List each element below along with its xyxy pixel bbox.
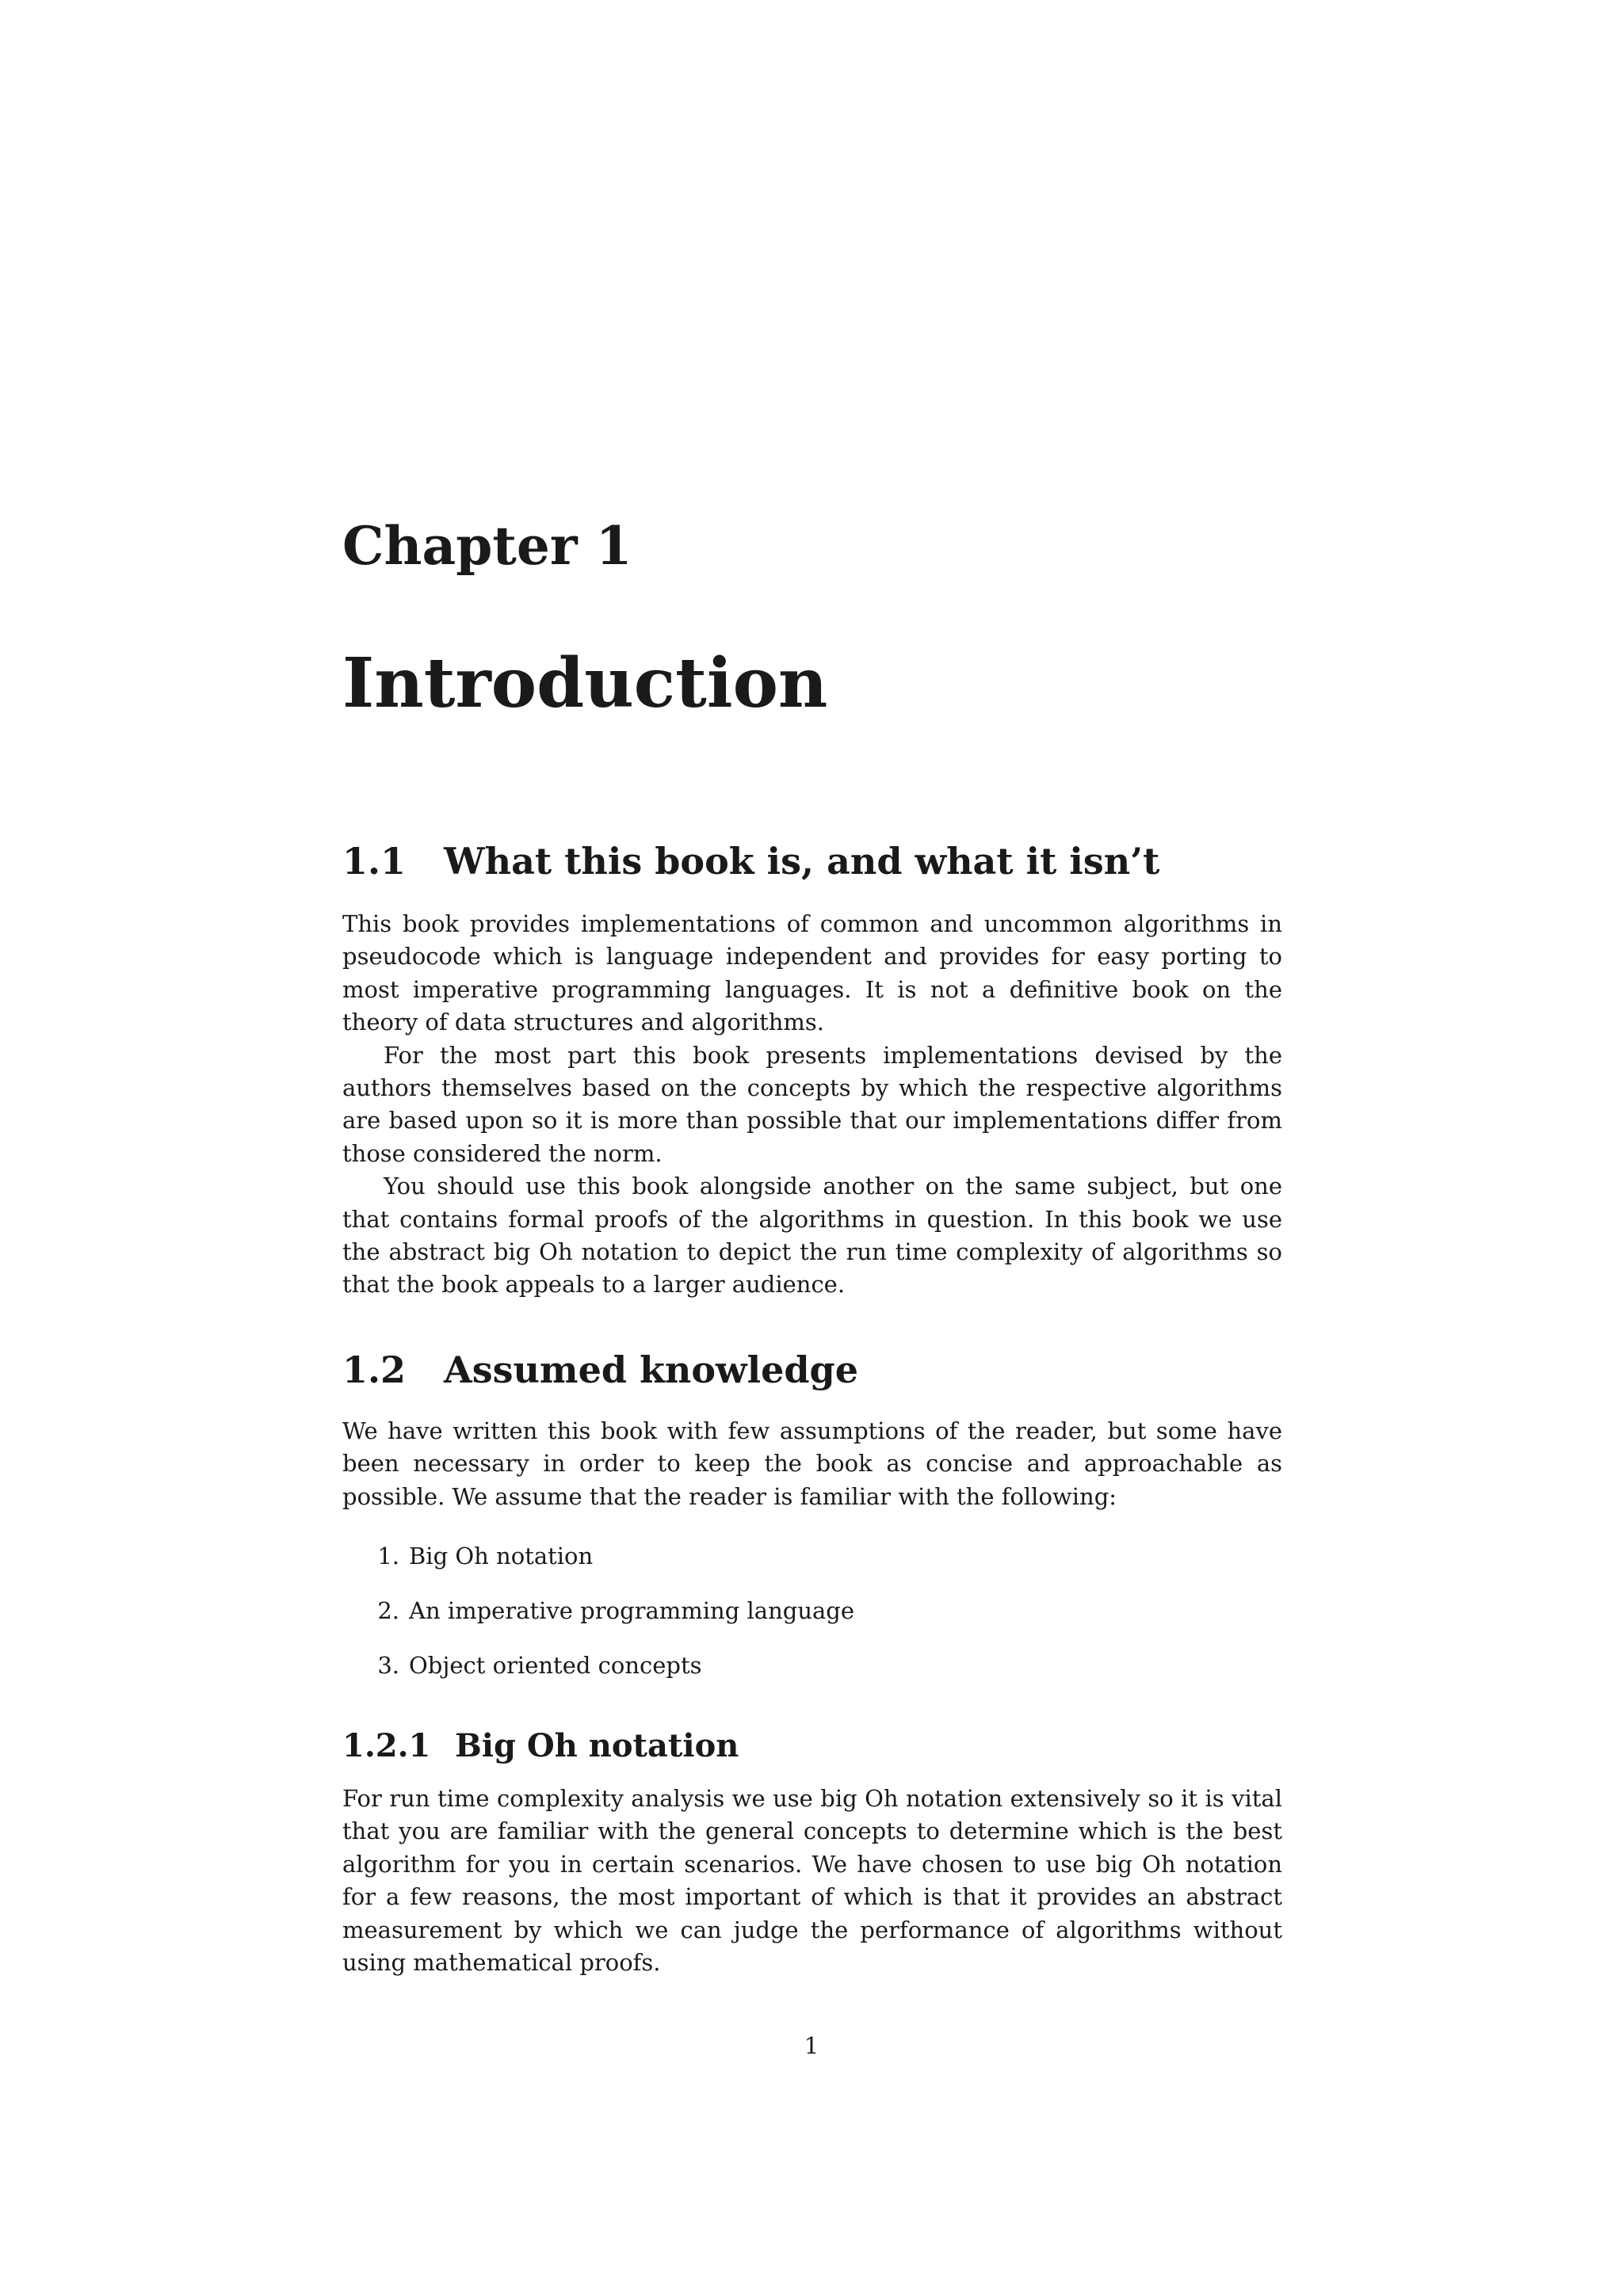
subsection-heading-1-2-1 (342, 1727, 739, 1764)
list-item-text: An imperative programming language (409, 1597, 855, 1624)
list-item (342, 1654, 702, 1677)
list-item-text: Object oriented concepts (409, 1652, 702, 1679)
section-1-2-body (342, 1415, 1282, 1513)
subsection-1-2-1-body (342, 1783, 1282, 1979)
subsection-title: Big Oh notation (455, 1727, 739, 1764)
section-heading-1-2 (342, 1348, 858, 1391)
list-item (342, 1597, 855, 1624)
list-marker: 3. (377, 1652, 399, 1679)
paragraph: This book provides implementations of common and uncommon algorithms in pseudocode which is language independent and provides for easy porting to most imperative programming languages. It is not a definitive book on the theory of data structures and algorithms. (342, 910, 1282, 1036)
page-number: 1 (804, 2032, 819, 2059)
list-marker: 2. (377, 1597, 399, 1624)
paragraph: For the most part this book presents implementations devised by the authors themselves based on the concepts by which the respective algorithms are based upon so it is more than possible that our implementations differ from those considered the norm. (342, 1041, 1282, 1167)
section-number: 1.2 (342, 1348, 407, 1391)
paragraph: For run time complexity analysis we use big Oh notation extensively so it is vital that you are familiar with the general concepts to determine which is the best algorithm for you in certain scenarios. We have chosen to use big Oh notation for a few reasons, the most important of which is that it provides an abstract measurement by which we can judge the performance of algorithms without using mathematical proofs. (342, 1785, 1282, 1977)
chapter-title: Introduction (342, 643, 828, 723)
section-number: 1.1 (342, 840, 407, 883)
paragraph: We have written this book with few assumptions of the reader, but some have been necessary in order to keep the book as concise and approachable as possible. We assume that the reader is familiar with the following: (342, 1417, 1282, 1510)
section-title: What this book is, and what it isn’t (444, 840, 1160, 883)
list-marker: 1. (377, 1543, 399, 1569)
section-heading-1-1 (342, 840, 1160, 883)
list-item (342, 1545, 593, 1568)
subsection-number: 1.2.1 (342, 1727, 431, 1764)
list-item-text: Big Oh notation (409, 1543, 594, 1569)
section-1-1-body (342, 908, 1282, 1302)
section-title: Assumed knowledge (444, 1348, 858, 1391)
chapter-label: Chapter 1 (342, 515, 632, 577)
paragraph: You should use this book alongside another on the same subject, but one that contains formal proofs of the algorithms in question. In this book we use the abstract big Oh notation to depict the run time complexity of algorithms so that the book appeals to a larger audience. (342, 1173, 1282, 1299)
